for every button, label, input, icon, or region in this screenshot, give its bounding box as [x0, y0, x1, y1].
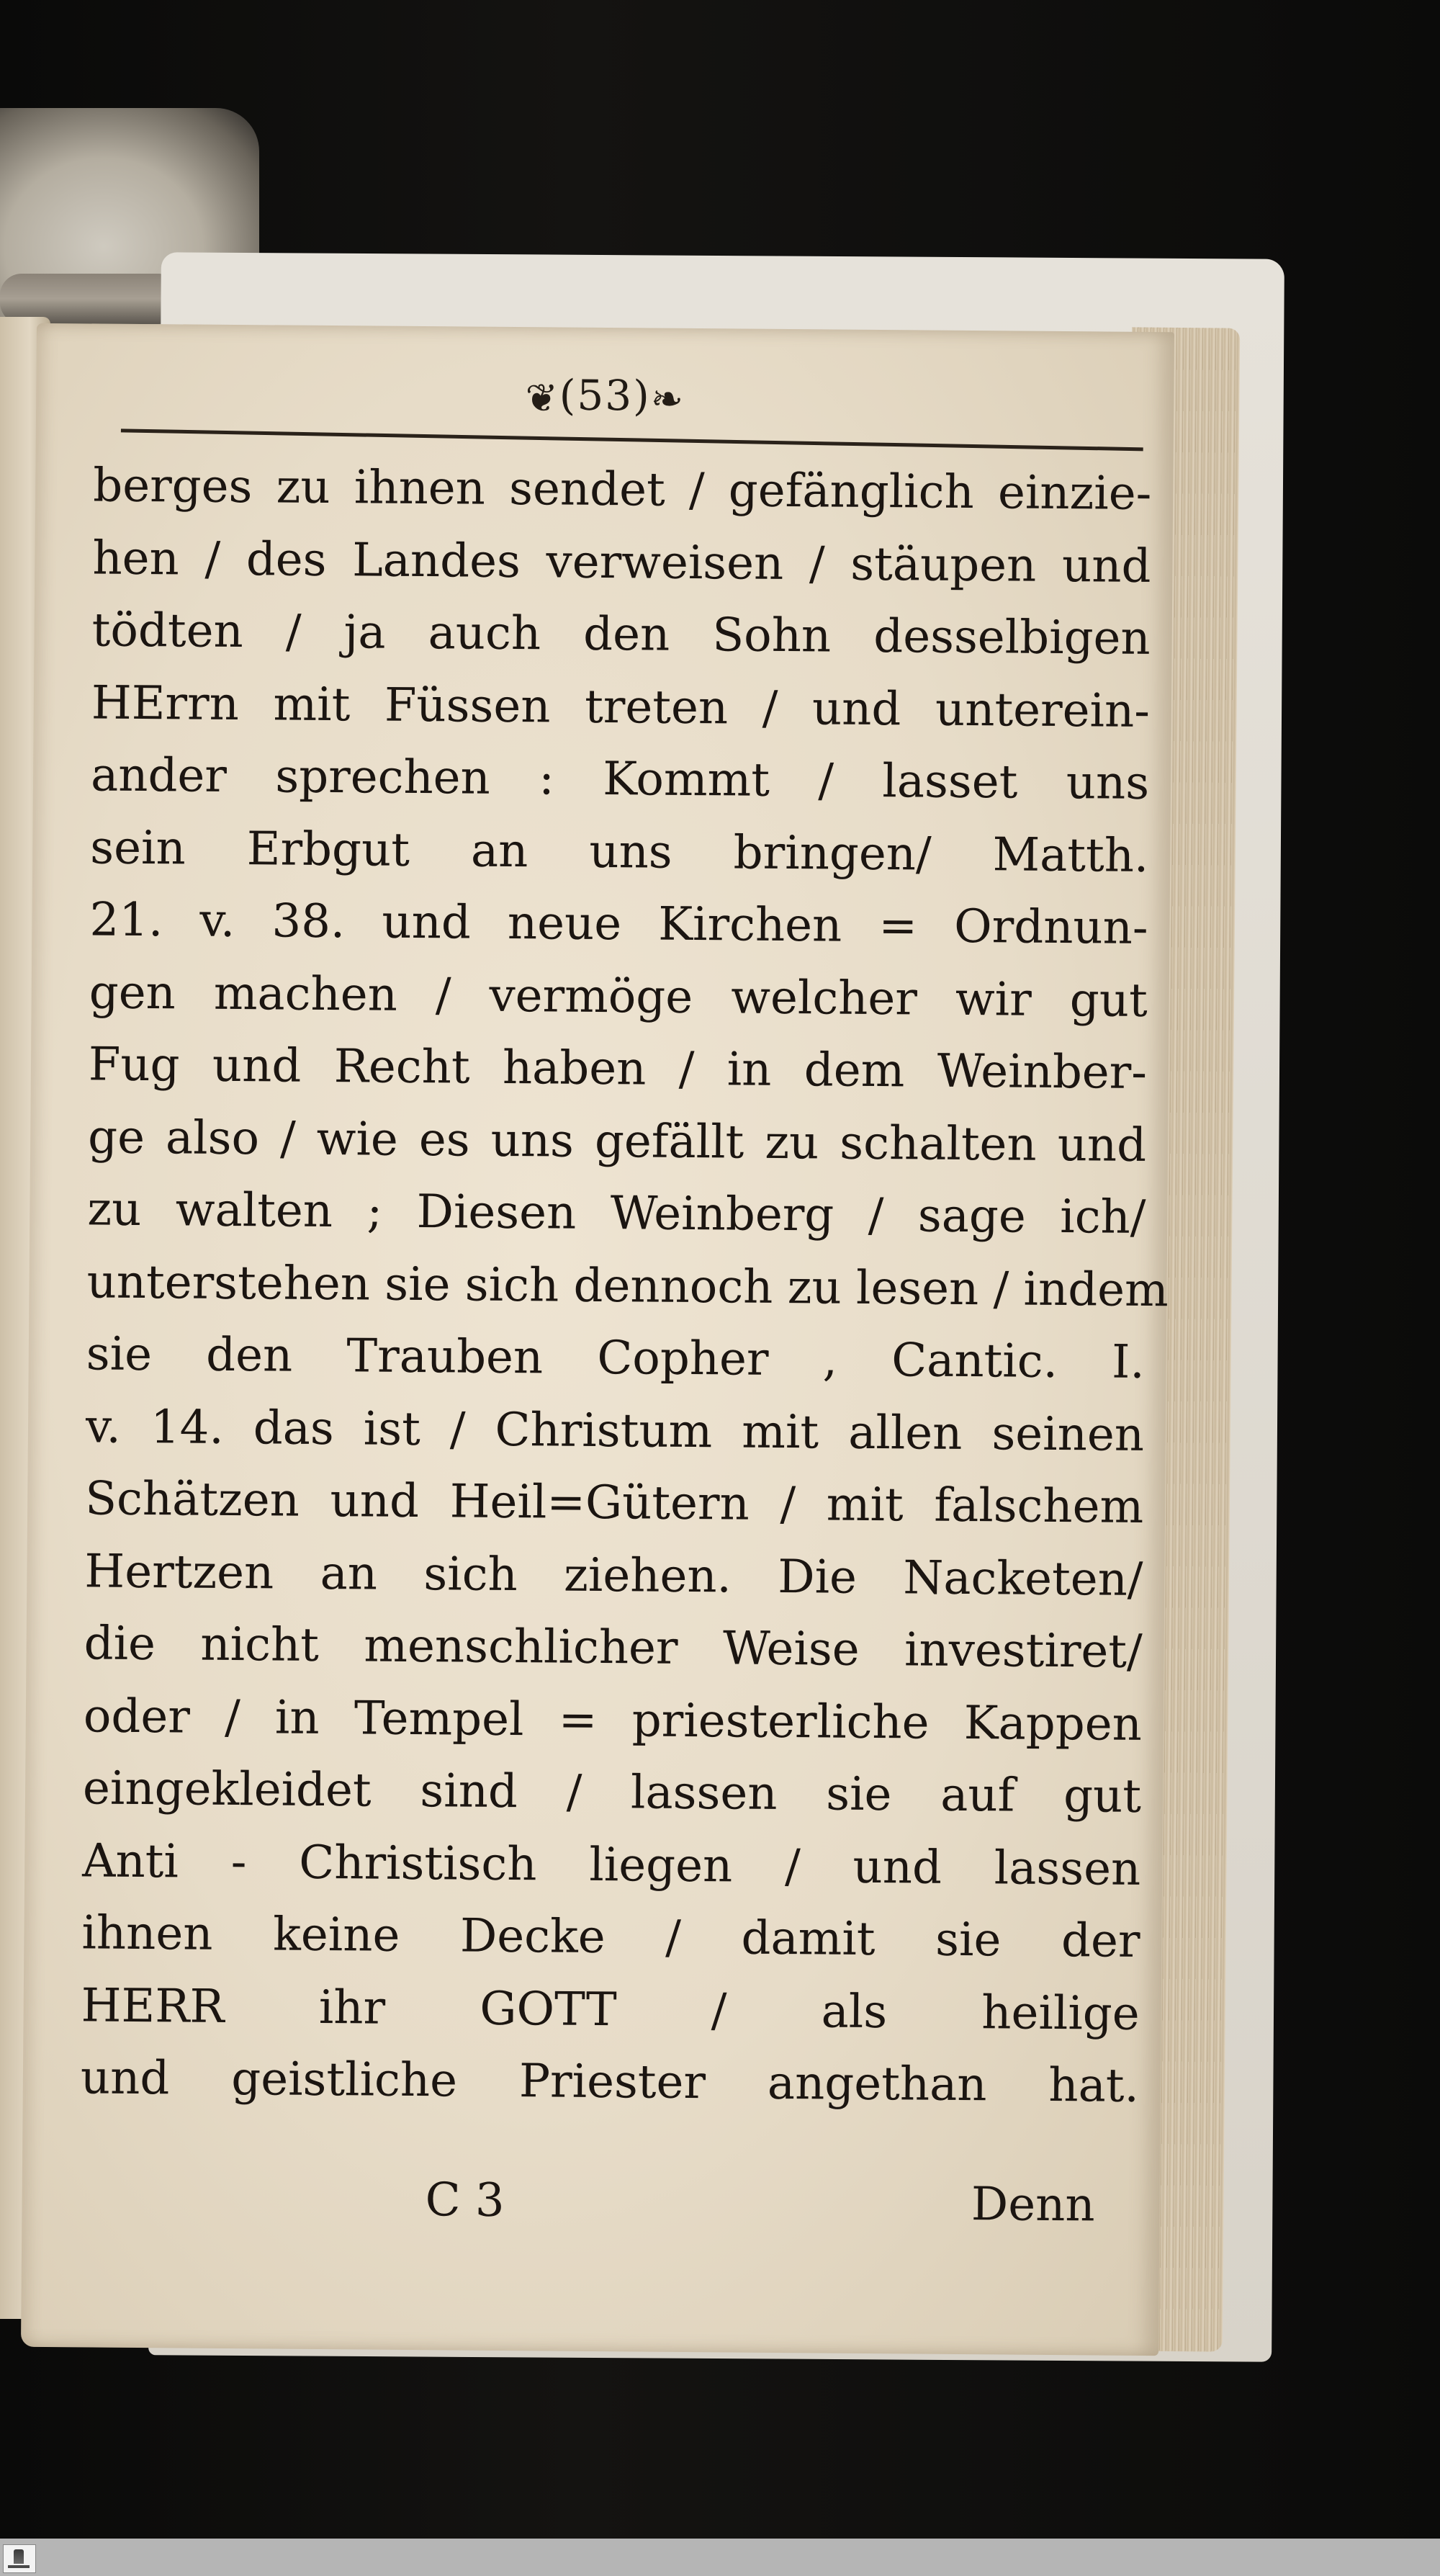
text-line: Schätzen und Heil=Gütern / mit falschem — [84, 1472, 1144, 1534]
text-line: sie den Trauben Copher , Cantic. I. — [86, 1327, 1146, 1389]
logo-tower-icon — [14, 2549, 24, 2564]
text-line: gen machen / vermöge welcher wir gut — [89, 965, 1148, 1028]
text-line: ander sprechen : Kommt / lasset uns — [90, 748, 1150, 810]
text-line: berges zu ihnen sendet / gefänglich einzie- — [92, 459, 1152, 521]
text-line: v. 14. das ist / Christum mit allen seinen — [85, 1399, 1145, 1462]
text-line: ge also / wie es uns gefällt zu schalten und — [87, 1110, 1147, 1172]
text-line: ihnen keine Decke / damit sie der — [81, 1906, 1140, 1968]
text-line: die nicht menschlicher Weise investiret/ — [84, 1617, 1143, 1679]
text-line: 21. v. 38. und neue Kirchen = Ordnun- — [89, 893, 1148, 955]
header-paren-close: ) — [632, 371, 652, 421]
book-page — [21, 323, 1174, 2356]
text-line: oder / in Tempel = priesterliche Kappen — [83, 1689, 1143, 1751]
body-text — [80, 449, 1169, 2122]
text-line: und geistliche Priester angethan hat. — [80, 2051, 1140, 2113]
text-line: zu walten ; Diesen Weinberg / sage ich/ — [87, 1182, 1146, 1244]
library-logo-icon[interactable] — [3, 2544, 36, 2573]
text-line: hen / des Landes verweisen / stäupen und — [92, 531, 1151, 593]
header-rule — [121, 428, 1143, 451]
logo-base-icon — [8, 2565, 30, 2568]
text-line: eingekleidet sind / lassen sie auf gut — [82, 1762, 1142, 1823]
text-line: HERR ihr GOTT / als heilige — [81, 1978, 1140, 2041]
text-line: Anti - Christisch liegen / und lassen — [82, 1834, 1141, 1896]
viewer-bottom-bar — [0, 2539, 1440, 2576]
text-line: Hertzen an sich ziehen. Die Nacketen/ — [84, 1544, 1143, 1607]
catchword: Denn — [971, 2178, 1095, 2232]
signature-mark: C 3 — [425, 2173, 505, 2228]
text-line: unterstehen sie sich dennoch zu lesen / indem — [86, 1255, 1169, 1317]
header-paren-open: ( — [559, 370, 577, 420]
text-line: Fug und Recht haben / in dem Weinber- — [88, 1038, 1148, 1100]
ornament-right-icon: ❧ — [650, 377, 685, 423]
ornament-left-icon: ❦ — [525, 375, 559, 422]
page-header — [36, 367, 1174, 426]
text-line: tödten / ja auch den Sohn desselbigen — [91, 603, 1151, 665]
text-line: HErrn mit Füssen treten / und unterein- — [91, 676, 1151, 738]
page-footer — [425, 2173, 1095, 2232]
text-line: sein Erbgut an uns bringen/ Matth. — [90, 820, 1149, 883]
page-number: 53 — [577, 370, 634, 421]
